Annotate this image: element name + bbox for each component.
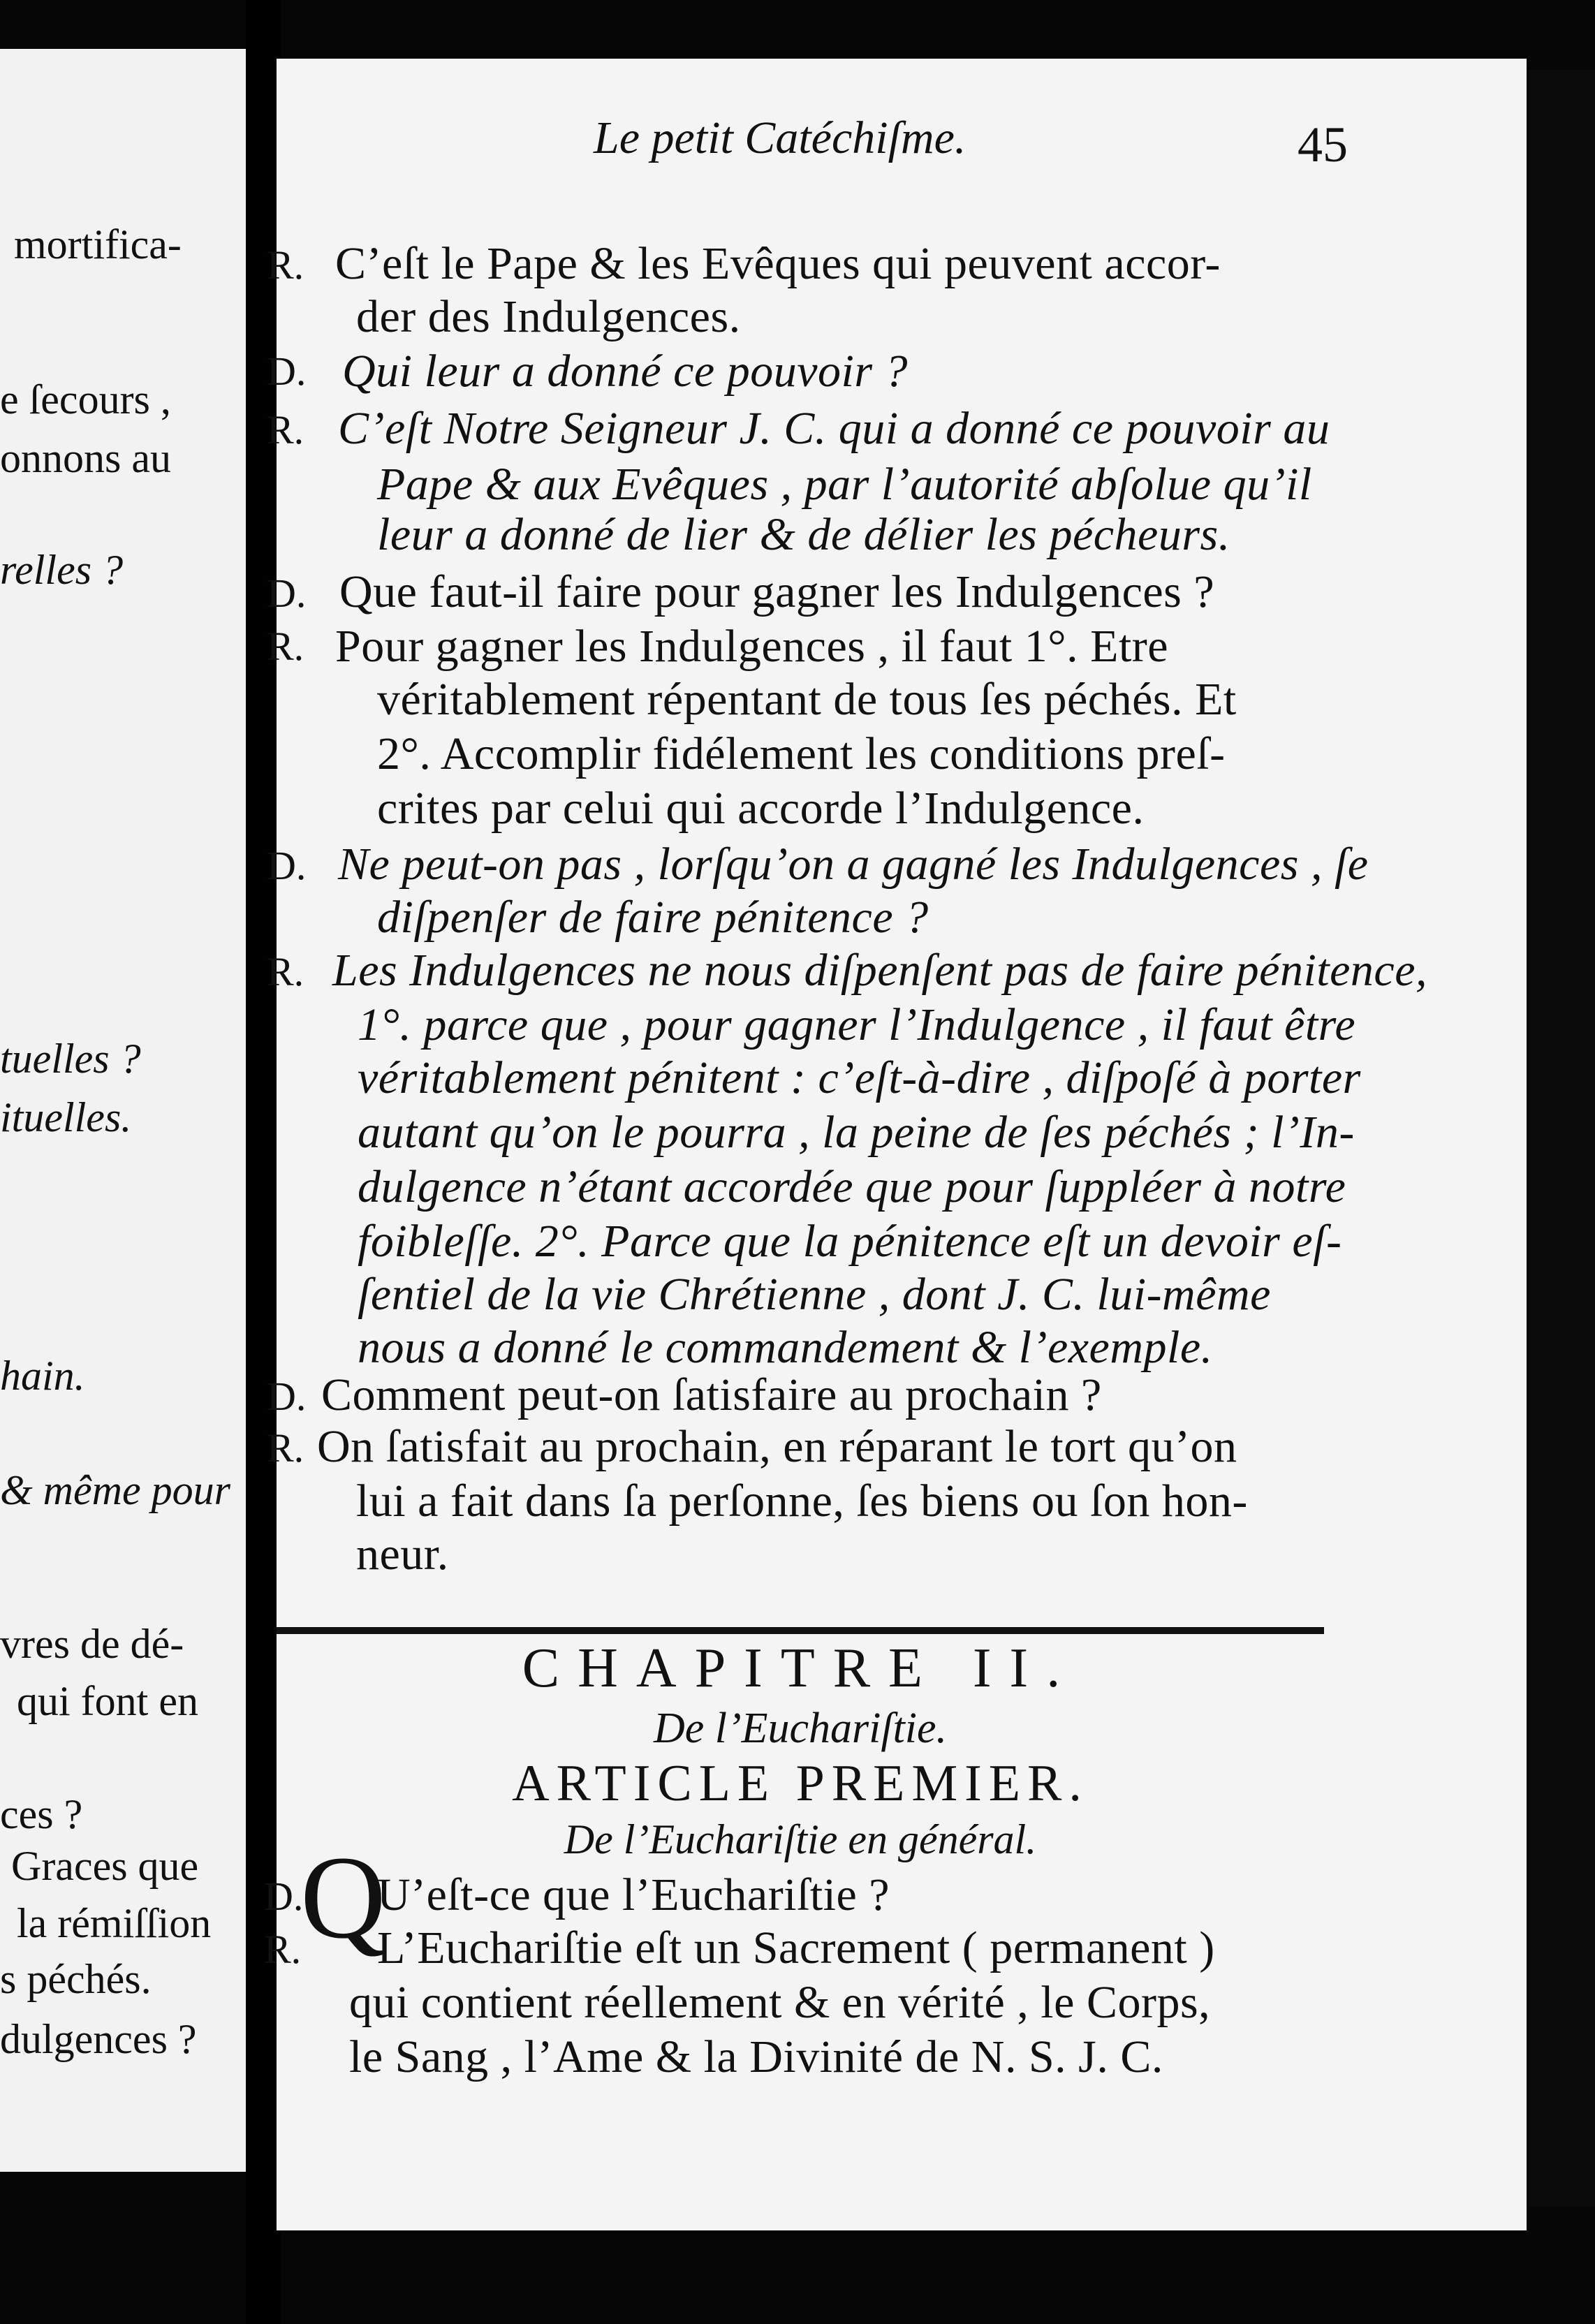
text-line: nous a donné le commandement & l’exemple. (358, 1322, 1213, 1373)
left-line: dulgences ? (0, 2016, 197, 2062)
text-line: On ſatisfait au prochain, en réparant le tort qu’on (317, 1421, 1237, 1472)
text-line: foibleſſe. 2°. Parce que la pénitence eſt un devoir eſ- (358, 1216, 1342, 1267)
text-line: qui contient réellement & en vérité , le Corps, (349, 1977, 1211, 2028)
left-line: hain. (0, 1353, 85, 1399)
text-line: Pape & aux Evêques , par l’autorité abſolue qu’il (377, 459, 1312, 510)
answer-marker: R. (267, 242, 304, 288)
text-line: le Sang , l’Ame & la Divinité de N. S. J. C. (349, 2031, 1163, 2082)
text-line: der des Indulgences. (356, 291, 741, 342)
left-line: qui font en (17, 1678, 198, 1724)
text-line: 2°. Accomplir fidélement les conditions preſ- (377, 728, 1226, 779)
answer-marker: R. (267, 407, 304, 453)
running-title: Le petit Catéchiſme. (594, 112, 966, 163)
text-line: Qui leur a donné ce pouvoir ? (342, 346, 909, 397)
text-line: neur. (356, 1529, 449, 1580)
left-line: Graces que (11, 1843, 199, 1889)
text-line: C’eſt Notre Seigneur J. C. qui a donné ce pouvoir au (338, 403, 1330, 454)
text-line: lui a fait dans ſa perſonne, ſes biens ou ſon hon- (356, 1476, 1248, 1527)
text-line: Les Indulgences ne nous diſpenſent pas de faire pénitence, (332, 945, 1428, 996)
text-line: Ne peut-on pas , lorſqu’on a gagné les Indulgences , ſe (338, 839, 1369, 890)
question-marker: D. (267, 571, 307, 616)
text-line: leur a donné de lier & de délier les pécheurs. (377, 509, 1230, 560)
left-line: mortifica- (14, 221, 182, 267)
text-line: 1°. parce que , pour gagner l’Indulgence , il faut être (358, 999, 1356, 1050)
page-edge (1527, 70, 1595, 2207)
left-line: vres de dé- (0, 1621, 184, 1667)
text-line: Que faut-il faire pour gagner les Indulgences ? (339, 566, 1215, 617)
text-line: L’Euchariſtie eſt un Sacrement ( permanent ) (377, 1922, 1215, 1973)
text-line: véritablement pénitent : c’eſt-à-dire , diſpoſé à porter (358, 1052, 1361, 1103)
answer-marker: R. (267, 1425, 304, 1471)
left-line: s péchés. (0, 1956, 152, 2002)
article-heading: ARTICLE PREMIER. (512, 1755, 1089, 1812)
answer-marker: R. (267, 624, 304, 669)
question-marker: D. (267, 843, 307, 888)
left-line: onnons au (0, 435, 171, 481)
left-page (0, 49, 246, 2172)
text-line: U’eſt-ce que l’Euchariſtie ? (377, 1869, 890, 1920)
left-line: la rémiſſion (17, 1900, 212, 1946)
left-line: ituelles. (0, 1094, 132, 1140)
text-line: C’eſt le Pape & les Evêques qui peuvent accor- (335, 238, 1221, 289)
left-line: & même pour (0, 1467, 230, 1513)
page-number: 45 (1298, 117, 1348, 172)
drop-cap: Q (300, 1832, 386, 1963)
question-marker: D. (267, 1374, 307, 1419)
question-marker: D. (267, 348, 307, 394)
chapter-heading: CHAPITRE II. (522, 1638, 1079, 1699)
text-line: dulgence n’étant accordée que pour ſuppléer à notre (358, 1161, 1346, 1212)
text-line: autant qu’on le pourra , la peine de ſes péchés ; l’In- (358, 1107, 1355, 1158)
question-marker: D. (264, 1874, 304, 1919)
answer-marker: R. (264, 1927, 302, 1972)
page-header (314, 112, 1348, 175)
left-line: tuelles ? (0, 1036, 141, 1082)
answer-marker: R. (267, 949, 304, 994)
text-line: Pour gagner les Indulgences , il faut 1°. Etre (335, 621, 1169, 672)
text-line: Comment peut-on ſatisfaire au prochain ? (321, 1369, 1102, 1420)
left-line: ces ? (0, 1791, 83, 1837)
left-line: e ſecours , (0, 376, 171, 422)
section-rule (277, 1627, 1324, 1634)
text-line: ſentiel de la vie Chrétienne , dont J. C. lui-même (358, 1269, 1271, 1320)
text-line: crites par celui qui accorde l’Indulgence. (377, 783, 1145, 834)
text-line: diſpenſer de faire pénitence ? (377, 892, 929, 943)
article-subheading: De l’Euchariſtie en général. (564, 1816, 1037, 1862)
chapter-subheading: De l’Euchariſtie. (653, 1705, 948, 1752)
left-line: relles ? (0, 547, 124, 593)
text-line: véritablement répentant de tous ſes péchés. Et (377, 674, 1237, 725)
